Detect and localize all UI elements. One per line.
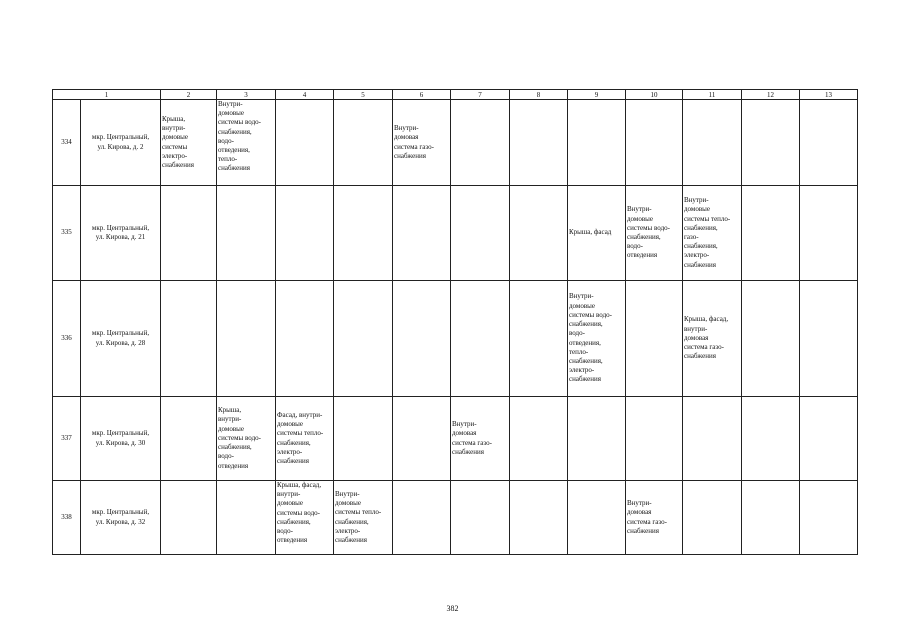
address-cell: мкр. Центральный, ул. Кирова, д. 28 bbox=[81, 281, 161, 397]
work-cell-c11: Внутри- домовые системы тепло- снабжения, газо- снабжения, электро- снабжения bbox=[683, 186, 742, 281]
work-cell-c3 bbox=[217, 481, 276, 555]
work-cell-c12 bbox=[742, 481, 800, 555]
row-number: 334 bbox=[53, 100, 81, 186]
work-cell-c8 bbox=[510, 186, 568, 281]
work-cell-c7 bbox=[451, 100, 510, 186]
work-cell-c8 bbox=[510, 481, 568, 555]
column-header: 7 bbox=[451, 90, 510, 100]
work-cell-c7 bbox=[451, 281, 510, 397]
header-row bbox=[53, 90, 858, 100]
work-cell-c3: Крыша, внутри- домовые системы водо- снабжения, водо- отведения bbox=[217, 397, 276, 481]
column-header: 8 bbox=[510, 90, 568, 100]
work-cell-c2 bbox=[161, 281, 217, 397]
column-header: 11 bbox=[683, 90, 742, 100]
table-row bbox=[53, 186, 858, 281]
work-cell-c2 bbox=[161, 397, 217, 481]
table-row bbox=[53, 397, 858, 481]
work-cell-c13 bbox=[800, 397, 858, 481]
work-cell-c10 bbox=[626, 100, 683, 186]
work-cell-c5 bbox=[334, 397, 393, 481]
work-cell-c11 bbox=[683, 100, 742, 186]
column-header: 12 bbox=[742, 90, 800, 100]
work-cell-c5 bbox=[334, 186, 393, 281]
work-cell-c5: Внутри- домовые системы тепло- снабжения, электро- снабжения bbox=[334, 481, 393, 555]
column-header: 3 bbox=[217, 90, 276, 100]
work-cell-c12 bbox=[742, 397, 800, 481]
work-cell-c9: Крыша, фасад bbox=[568, 186, 626, 281]
work-cell-c9 bbox=[568, 397, 626, 481]
work-cell-c11 bbox=[683, 397, 742, 481]
work-cell-c7 bbox=[451, 186, 510, 281]
work-cell-c6 bbox=[393, 397, 451, 481]
work-cell-c13 bbox=[800, 186, 858, 281]
work-cell-c11: Крыша, фасад, внутри- домовая система газо- снабжения bbox=[683, 281, 742, 397]
row-number: 336 bbox=[53, 281, 81, 397]
column-header: 6 bbox=[393, 90, 451, 100]
work-cell-c3 bbox=[217, 281, 276, 397]
work-cell-c10: Внутри- домовая система газо- снабжения bbox=[626, 481, 683, 555]
column-header: 10 bbox=[626, 90, 683, 100]
work-cell-c8 bbox=[510, 397, 568, 481]
work-cell-c5 bbox=[334, 281, 393, 397]
work-cell-c12 bbox=[742, 186, 800, 281]
work-cell-c10: Внутри- домовые системы водо- снабжения, водо- отведения bbox=[626, 186, 683, 281]
row-number: 335 bbox=[53, 186, 81, 281]
address-cell: мкр. Центральный, ул. Кирова, д. 2 bbox=[81, 100, 161, 186]
column-header: 4 bbox=[276, 90, 334, 100]
work-cell-c12 bbox=[742, 100, 800, 186]
table-row bbox=[53, 281, 858, 397]
work-cell-c3 bbox=[217, 186, 276, 281]
work-cell-c7: Внутри- домовая система газо- снабжения bbox=[451, 397, 510, 481]
column-header: 9 bbox=[568, 90, 626, 100]
column-header: 13 bbox=[800, 90, 858, 100]
table-row bbox=[53, 100, 858, 186]
work-cell-c9 bbox=[568, 100, 626, 186]
capital-repair-table bbox=[52, 89, 858, 555]
work-cell-c9 bbox=[568, 481, 626, 555]
column-header: 5 bbox=[334, 90, 393, 100]
address-cell: мкр. Центральный, ул. Кирова, д. 32 bbox=[81, 481, 161, 555]
address-cell: мкр. Центральный, ул. Кирова, д. 30 bbox=[81, 397, 161, 481]
work-cell-c4 bbox=[276, 281, 334, 397]
column-header: 1 bbox=[53, 90, 161, 100]
work-cell-c3: Внутри- домовые системы водо- снабжения, водо- отведения, тепло- снабжения bbox=[217, 100, 276, 186]
work-cell-c4: Фасад, внутри- домовые системы тепло- снабжения, электро- снабжения bbox=[276, 397, 334, 481]
work-cell-c5 bbox=[334, 100, 393, 186]
row-number: 338 bbox=[53, 481, 81, 555]
work-cell-c6 bbox=[393, 281, 451, 397]
work-cell-c9: Внутри- домовые системы водо- снабжения, водо- отведения, тепло- снабжения, электро- снабжения bbox=[568, 281, 626, 397]
work-cell-c13 bbox=[800, 481, 858, 555]
work-cell-c13 bbox=[800, 100, 858, 186]
row-number: 337 bbox=[53, 397, 81, 481]
work-cell-c4: Крыша, фасад, внутри- домовые системы водо- снабжения, водо- отведения bbox=[276, 481, 334, 555]
work-cell-c10 bbox=[626, 281, 683, 397]
work-cell-c13 bbox=[800, 281, 858, 397]
work-cell-c2 bbox=[161, 186, 217, 281]
work-cell-c8 bbox=[510, 100, 568, 186]
work-cell-c7 bbox=[451, 481, 510, 555]
work-cell-c2 bbox=[161, 481, 217, 555]
work-cell-c12 bbox=[742, 281, 800, 397]
page-number: 382 bbox=[446, 604, 459, 613]
work-cell-c2: Крыша, внутри- домовые системы электро- снабжения bbox=[161, 100, 217, 186]
work-cell-c6 bbox=[393, 186, 451, 281]
work-cell-c6: Внутри- домовая система газо- снабжения bbox=[393, 100, 451, 186]
work-cell-c6 bbox=[393, 481, 451, 555]
work-cell-c11 bbox=[683, 481, 742, 555]
work-cell-c10 bbox=[626, 397, 683, 481]
table-row bbox=[53, 481, 858, 555]
column-header: 2 bbox=[161, 90, 217, 100]
work-cell-c4 bbox=[276, 100, 334, 186]
address-cell: мкр. Центральный, ул. Кирова, д. 21 bbox=[81, 186, 161, 281]
work-cell-c8 bbox=[510, 281, 568, 397]
work-cell-c4 bbox=[276, 186, 334, 281]
